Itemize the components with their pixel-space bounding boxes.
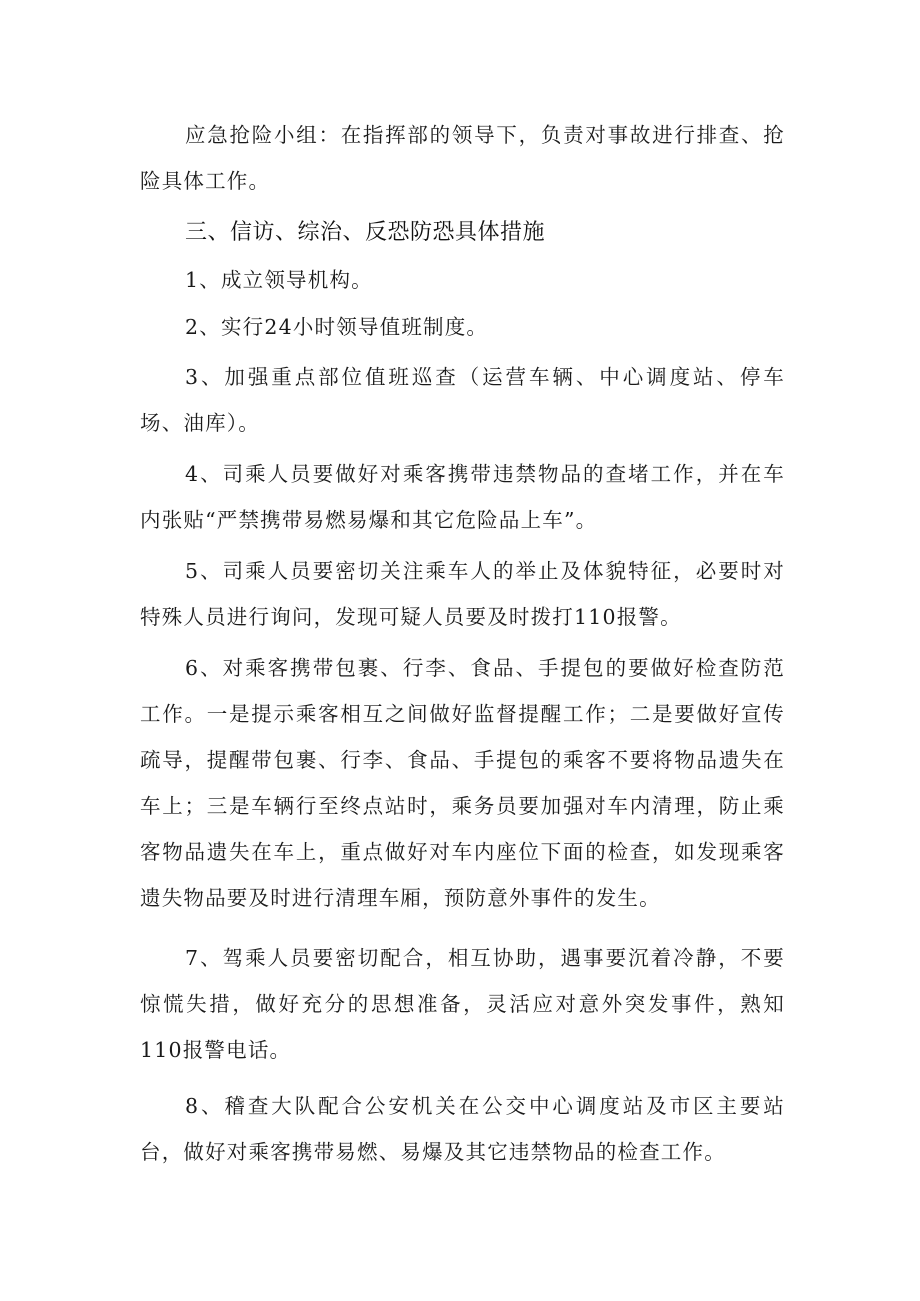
list-item-8: 8、稽查大队配合公安机关在公交中心调度站及市区主要站台，做好对乘客携带易燃、易爆及其它违禁物品的检查工作。 — [140, 1094, 785, 1164]
list-item-3: 3、加强重点部位值班巡查（运营车辆、中心调度站、停车场、油库）。 — [140, 365, 785, 435]
section-heading: 三、信访、综治、反恐防恐具体措施 — [185, 220, 546, 245]
list-item-1: 1、成立领导机构。 — [185, 268, 373, 292]
paragraph-emergency-team: 应急抢险小组：在指挥部的领导下，负责对事故进行排查、抢险具体工作。 — [140, 123, 785, 193]
list-item-6: 6、对乘客携带包裹、行李、食品、手提包的要做好检查防范工作。一是提示乘客相互之间做好监督提醒工作；二是要做好宣传疏导，提醒带包裹、行李、食品、手提包的乘客不要将物品遗失在车上；三是车辆行至终点站时，乘务员要加强对车内清理，防止乘客物品遗失在车上，重点做好对车内座位下面的检查，如发现乘客遗失物品要及时进行清理车厢，预防意外事件的发生。 — [140, 656, 785, 910]
list-item-4: 4、司乘人员要做好对乘客携带违禁物品的查堵工作，并在车内张贴“严禁携带易燃易爆和其它危险品上车”。 — [140, 462, 785, 532]
list-item-5: 5、司乘人员要密切关注乘车人的举止及体貌特征，必要时对特殊人员进行询问，发现可疑人员要及时拨打110报警。 — [140, 559, 785, 629]
list-item-2: 2、实行24小时领导值班制度。 — [185, 315, 489, 339]
list-item-7: 7、驾乘人员要密切配合，相互协助，遇事要沉着冷静，不要惊慌失措，做好充分的思想准备，灵活应对意外突发事件，熟知110报警电话。 — [140, 946, 785, 1062]
